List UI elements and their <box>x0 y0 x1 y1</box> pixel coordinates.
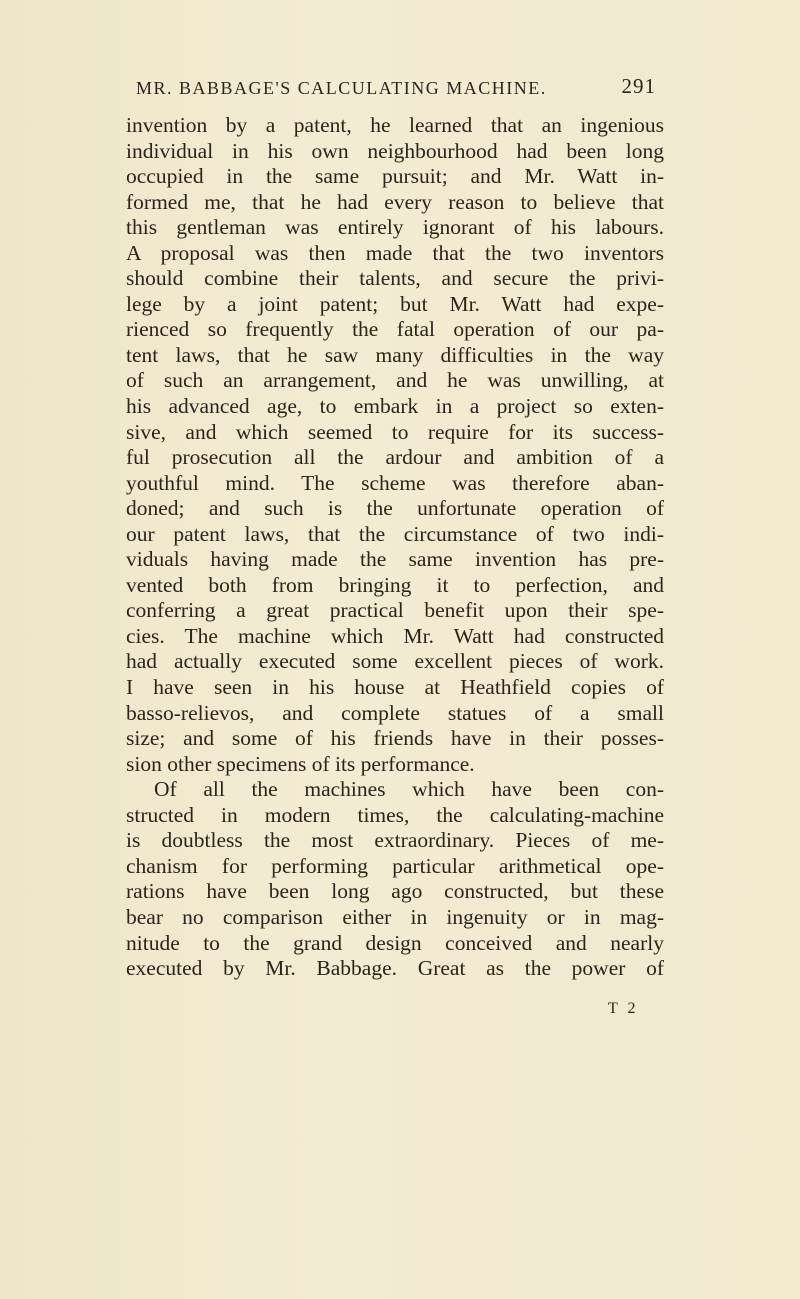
text-line: formed me, that he had every reason to believe that <box>126 189 664 214</box>
body-text <box>126 113 664 982</box>
text-line: Of all the machines which have been con- <box>154 777 664 802</box>
text-line: is doubtless the most extraordinary. Pieces of me- <box>126 828 664 853</box>
text-line: his advanced age, to embark in a project so exten- <box>126 394 664 419</box>
text-line: invention by a patent, he learned that an ingenious <box>126 113 664 137</box>
text-line: occupied in the same pursuit; and Mr. Watt in- <box>126 164 664 189</box>
text-line: should combine their talents, and secure the privi- <box>126 266 664 291</box>
text-line: sion other specimens of its performance. <box>126 751 475 776</box>
running-head <box>136 72 656 102</box>
text-line: viduals having made the same invention has pre- <box>126 547 664 572</box>
text-line: individual in his own neighbourhood had been long <box>126 138 664 163</box>
text-line: nitude to the grand design conceived and nearly <box>126 930 664 955</box>
text-line: this gentleman was entirely ignorant of his labours. <box>126 215 664 240</box>
text-line: cies. The machine which Mr. Watt had constructed <box>126 623 664 648</box>
text-line: tent laws, that he saw many difficulties in the way <box>126 342 664 367</box>
text-line: basso-relievos, and complete statues of a small <box>126 700 664 725</box>
text-line: sive, and which seemed to require for its success- <box>126 419 664 444</box>
text-line: rienced so frequently the fatal operation of our pa- <box>126 317 664 342</box>
text-line: bear no comparison either in ingenuity or in mag- <box>126 904 664 929</box>
text-line: conferring a great practical benefit upon their spe- <box>126 598 664 623</box>
running-title: MR. BABBAGE'S CALCULATING MACHINE. <box>136 78 547 98</box>
text-line: executed by Mr. Babbage. Great as the power of <box>126 956 664 981</box>
signature-mark: T 2 <box>608 1000 639 1017</box>
text-line: our patent laws, that the circumstance of two indi- <box>126 521 664 546</box>
text-line: I have seen in his house at Heathfield copies of <box>126 675 664 700</box>
text-line: lege by a joint patent; but Mr. Watt had expe- <box>126 291 664 316</box>
text-line: structed in modern times, the calculating-machine <box>126 802 664 827</box>
text-line: chanism for performing particular arithmetical ope- <box>126 853 664 878</box>
text-line: youthful mind. The scheme was therefore aban- <box>126 470 664 495</box>
text-line: of such an arrangement, and he was unwilling, at <box>126 368 664 393</box>
text-line: vented both from bringing it to perfection, and <box>126 572 664 597</box>
text-line: ful prosecution all the ardour and ambition of a <box>126 445 664 470</box>
text-line: size; and some of his friends have in their posses- <box>126 726 664 751</box>
page-number: 291 <box>621 74 656 98</box>
text-line: had actually executed some excellent pieces of work. <box>126 649 664 674</box>
text-line: rations have been long ago constructed, but these <box>126 879 664 904</box>
text-line: A proposal was then made that the two inventors <box>126 240 664 265</box>
text-line: doned; and such is the unfortunate operation of <box>126 496 664 521</box>
